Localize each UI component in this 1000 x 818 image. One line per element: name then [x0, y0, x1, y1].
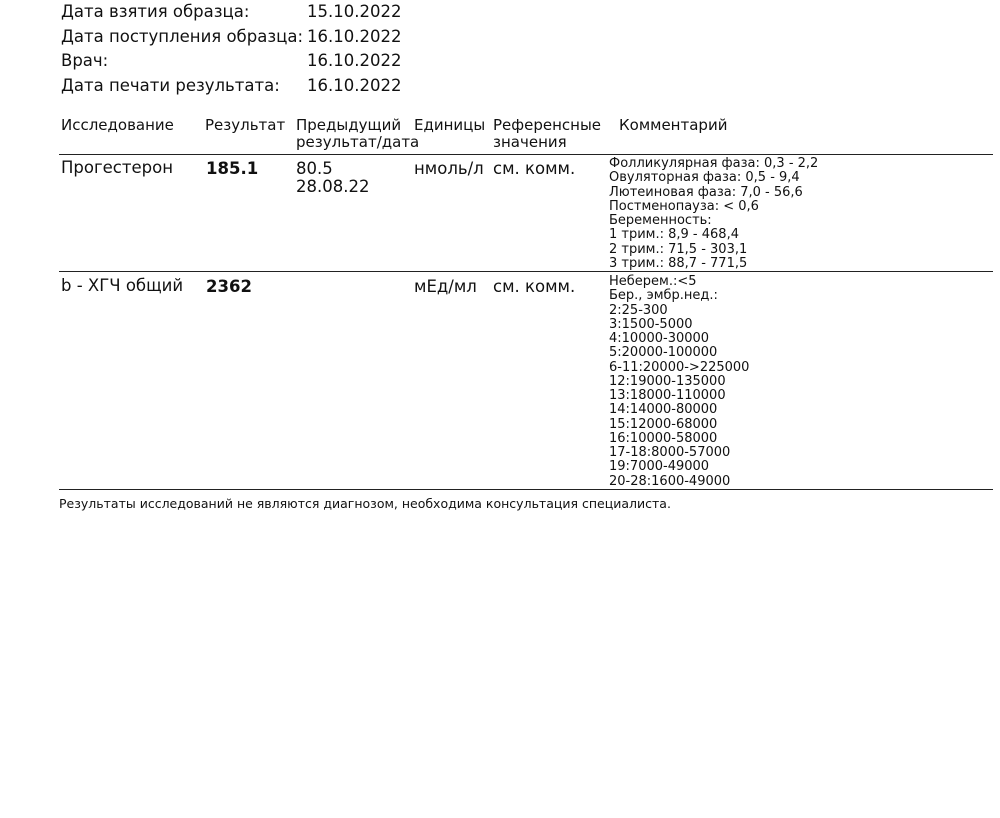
header-previous: [296, 117, 419, 151]
header-previous-line1: Предыдущий: [296, 116, 402, 134]
comment-line: 1 трим.: 8,9 - 468,4: [609, 227, 739, 243]
meta-doctor: [61, 51, 402, 71]
header-result: Результат: [205, 116, 286, 134]
comment-line: 17-18:8000-57000: [609, 445, 731, 460]
meta-label: Дата печати результата:: [61, 76, 280, 95]
meta-sample-date: [61, 2, 402, 22]
comment-line: 12:19000-135000: [609, 373, 726, 389]
comment-line: 20-28:1600-49000: [609, 473, 731, 489]
header-reference-line2: значения: [493, 133, 567, 151]
table-bottom-rule: [59, 489, 993, 490]
comment-line: Беременность:: [609, 213, 712, 228]
meta-label: Дата поступления образца:: [61, 27, 303, 46]
row-progesterone-comment: [609, 157, 818, 271]
meta-label: Врач:: [61, 51, 109, 70]
comment-line: 13:18000-110000: [609, 388, 726, 403]
comment-line: 2:25-300: [609, 302, 668, 318]
row-progesterone-reference: см. комм.: [493, 159, 576, 178]
row-hcg-test: b - ХГЧ общий: [61, 276, 184, 295]
comment-line: 3 трим.: 88,7 - 771,5: [609, 255, 748, 271]
comment-line: Овуляторная фаза: 0,5 - 9,4: [609, 170, 800, 186]
row-hcg-comment: [609, 275, 749, 489]
comment-line: Бер., эмбр.нед.:: [609, 288, 718, 304]
comment-line: 6-11:20000->225000: [609, 359, 750, 375]
comment-line: 2 трим.: 71,5 - 303,1: [609, 241, 748, 257]
comment-line: 16:10000-58000: [609, 430, 718, 446]
comment-line: 19:7000-49000: [609, 459, 710, 475]
comment-line: 5:20000-100000: [609, 345, 718, 361]
row-progesterone-previous: [296, 160, 369, 196]
comment-line: Неберем.:<5: [609, 274, 697, 289]
header-reference-line1: Референсные: [493, 116, 602, 134]
header-comment: Комментарий: [619, 116, 728, 134]
header-divider: [59, 154, 993, 155]
previous-value: 80.5: [296, 159, 333, 178]
header-units: Единицы: [414, 116, 486, 134]
comment-line: 15:12000-68000: [609, 416, 718, 432]
meta-value: 16.10.2022: [307, 27, 402, 46]
comment-line: 4:10000-30000: [609, 331, 710, 346]
row-hcg-result: 2362: [206, 277, 252, 296]
row-hcg-units: мЕд/мл: [414, 277, 477, 296]
header-reference: [493, 117, 601, 151]
row-hcg-reference: см. комм.: [493, 277, 576, 296]
row-progesterone-result: 185.1: [206, 159, 259, 178]
comment-line: 3:1500-5000: [609, 316, 693, 332]
previous-date: 28.08.22: [296, 177, 370, 196]
comment-line: Фолликулярная фаза: 0,3 - 2,2: [609, 156, 819, 171]
meta-value: 16.10.2022: [307, 51, 402, 70]
disclaimer-text: Результаты исследований не являются диагнозом, необходима консультация специалиста.: [59, 496, 671, 511]
header-previous-line2: результат/дата: [296, 133, 420, 151]
meta-value: 15.10.2022: [307, 2, 402, 21]
meta-print-date: [61, 76, 402, 96]
meta-received-date: [61, 27, 402, 47]
header-test: Исследование: [61, 116, 174, 134]
meta-value: 16.10.2022: [307, 76, 402, 95]
row-progesterone-test: Прогестерон: [61, 158, 173, 177]
comment-line: 14:14000-80000: [609, 402, 718, 418]
comment-line: Постменопауза: < 0,6: [609, 198, 759, 214]
row-progesterone-units: нмоль/л: [414, 159, 484, 178]
row-divider: [59, 271, 993, 272]
comment-line: Лютеиновая фаза: 7,0 - 56,6: [609, 184, 803, 200]
meta-label: Дата взятия образца:: [61, 2, 250, 21]
